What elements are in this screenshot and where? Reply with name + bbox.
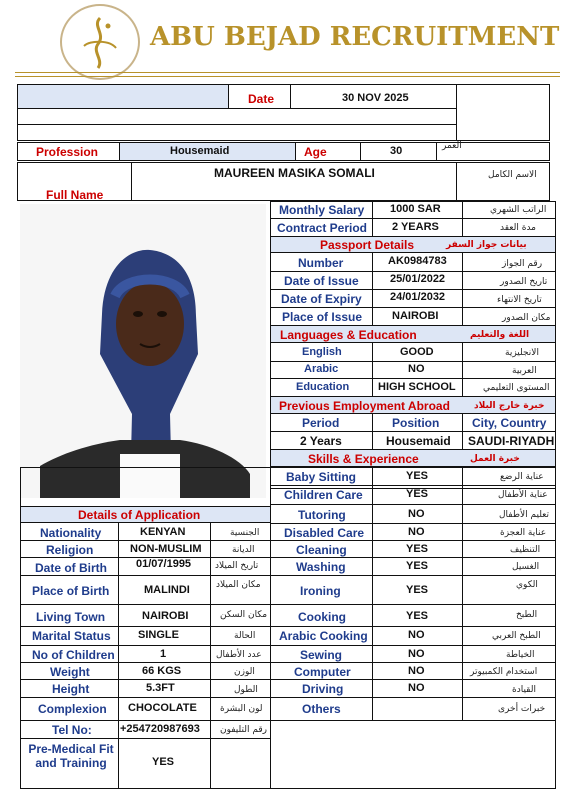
contract-value: 1000 SAR [390, 203, 441, 215]
skill-row-value: NO [408, 665, 425, 677]
language-row-ar: العربية [512, 366, 537, 376]
skills-title: Skills & Experience [308, 452, 419, 466]
skill-row-ar: عناية الرضع [500, 472, 544, 482]
skill-row-ar: القيادة [512, 685, 536, 695]
skill-row-label: Disabled Care [284, 526, 365, 540]
skill-row-value: YES [406, 584, 429, 596]
employment-cell: SAUDI-RIYADH [468, 434, 555, 448]
header-divider [15, 72, 560, 73]
skill-row-label: Driving [302, 682, 344, 696]
employment-title: Previous Employment Abroad [279, 399, 450, 413]
skill-row-label: Baby Sitting [286, 470, 357, 484]
contract-value: 2 YEARS [392, 221, 439, 233]
skills-title-ar: خبرة العمل [470, 454, 520, 464]
application-row-label: Date of Birth [35, 561, 107, 575]
passport-row-label: Place of Issue [282, 310, 363, 324]
application-row-ar: الديانة [232, 545, 255, 555]
passport-row-value: AK0984783 [388, 255, 447, 267]
application-row-value: NAIROBI [142, 610, 189, 622]
application-row-value: MALINDI [144, 584, 190, 596]
contract-ar: الراتب الشهري [490, 205, 547, 215]
skill-row-value: NO [408, 526, 425, 538]
application-row-value: NON-MUSLIM [130, 543, 202, 555]
skill-row-ar: استخدام الكمبيوتر [470, 667, 538, 677]
skill-row-value: YES [406, 470, 429, 482]
passport-row-ar: تاريخ الانتهاء [497, 295, 542, 305]
skill-row-value: NO [408, 508, 425, 520]
employment-header: Position [392, 416, 440, 430]
skill-row-value: NO [408, 648, 425, 660]
skill-row-ar: الغسيل [512, 562, 540, 572]
application-row-ar: الحالة [234, 631, 256, 641]
full-name-value: MAUREEN MASIKA SOMALI [214, 166, 375, 180]
skill-row-ar: الكوي [516, 580, 538, 590]
skill-row-label: Cooking [298, 610, 346, 624]
skill-row-ar: الطبخ العربي [492, 631, 541, 641]
language-row-value: GOOD [400, 346, 434, 358]
passport-title: Passport Details [320, 238, 415, 252]
date-label: Date [248, 92, 275, 106]
skill-row-label: Tutoring [298, 508, 346, 522]
application-row-value: 1 [160, 648, 167, 660]
skill-row-value: NO [408, 629, 425, 641]
application-row-value: 66 KGS [142, 665, 182, 677]
premedical-value: YES [152, 756, 175, 768]
application-row-value: +254720987693 [120, 723, 200, 735]
application-row-label: Weight [50, 665, 90, 679]
application-row-value: 5.3FT [146, 682, 175, 694]
candidate-photo [20, 204, 266, 498]
header-divider-2 [15, 76, 560, 77]
skill-row-label: Sewing [300, 648, 343, 662]
premedical-label: Pre-Medical Fit and Training [28, 742, 114, 770]
skill-row-ar: عناية الأطفال [498, 490, 548, 500]
age-ar: العمر [442, 141, 462, 151]
skill-row-value: YES [406, 560, 429, 572]
application-row-ar: تاريخ الميلاد [215, 561, 259, 571]
language-row-ar: الانجليزية [505, 348, 539, 358]
skill-row-ar: التنظيف [510, 545, 541, 555]
application-row-label: Nationality [40, 526, 102, 540]
skill-row-label: Computer [294, 665, 351, 679]
language-row-label: English [302, 346, 342, 358]
passport-row-ar: مكان الصدور [502, 313, 551, 323]
company-name: ABU BEJAD RECRUITMENT [150, 22, 560, 52]
application-row-label: Complexion [38, 702, 107, 716]
application-row-label: Place of Birth [32, 584, 110, 598]
application-row-label: No of Children [32, 648, 115, 662]
skill-row-ar: عناية العجزة [500, 528, 547, 538]
application-row-ar: لون البشرة [220, 704, 263, 714]
application-row-ar: مكان السكن [220, 610, 268, 620]
language-row-value: NO [408, 363, 425, 375]
contract-label: Contract Period [277, 221, 368, 235]
passport-row-value: NAIROBI [392, 310, 439, 322]
passport-row-ar: رقم الجواز [502, 259, 543, 269]
application-row-label: Marital Status [32, 629, 111, 643]
application-row-value: SINGLE [138, 629, 179, 641]
age-label: Age [304, 145, 327, 159]
language-row-label: Arabic [304, 363, 339, 375]
skill-row-value: NO [408, 682, 425, 694]
skill-row-label: Others [302, 702, 341, 716]
application-row-ar: عدد الأطفال [216, 650, 262, 660]
date-band [18, 85, 228, 109]
language-row-value: HIGH SCHOOL [378, 381, 456, 393]
employment-header: City, Country [472, 416, 547, 430]
age-value: 30 [390, 145, 403, 157]
application-row-ar: الجنسية [230, 528, 260, 538]
passport-row-value: 24/01/2032 [390, 291, 446, 303]
passport-row-value: 25/01/2022 [390, 273, 446, 285]
passport-row-label: Date of Issue [284, 274, 359, 288]
skill-row-label: Cleaning [296, 543, 347, 557]
application-row-ar: الطول [234, 685, 258, 695]
languages-title-ar: اللغة والتعليم [470, 330, 530, 340]
skill-row-ar: الخياطة [506, 650, 535, 660]
company-logo [60, 4, 140, 80]
application-row-label: Religion [46, 543, 94, 557]
skill-row-value: YES [406, 488, 429, 500]
application-row-value: KENYAN [140, 526, 186, 538]
skill-row-ar: خبرات أخرى [498, 704, 546, 714]
skill-row-value: YES [406, 610, 429, 622]
application-row-label: Living Town [36, 610, 106, 624]
employment-cell: Housemaid [386, 434, 451, 448]
passport-row-label: Number [298, 256, 344, 270]
language-row-label: Education [296, 381, 350, 393]
date-value: 30 NOV 2025 [342, 92, 409, 104]
logo-calligraphy-icon [62, 6, 138, 78]
employment-cell: 2 Years [300, 434, 342, 448]
passport-row-ar: تاريخ الصدور [500, 277, 548, 287]
profession-value: Housemaid [170, 145, 230, 157]
profession-label: Profession [36, 145, 99, 159]
application-title: Details of Application [78, 508, 201, 522]
application-row-value: CHOCOLATE [128, 702, 197, 714]
passport-row-label: Date of Expiry [281, 292, 362, 306]
application-row-label: Height [52, 682, 90, 696]
skill-row-ar: تعليم الأطفال [499, 510, 550, 520]
application-row-value: 01/07/1995 [136, 558, 192, 570]
full-name-label: Full Name [46, 188, 104, 202]
contract-label: Monthly Salary [279, 203, 365, 217]
contract-ar: مدة العقد [500, 223, 536, 233]
skill-row-ar: الطبخ [516, 610, 538, 620]
skill-row-label: Washing [296, 560, 346, 574]
skill-row-label: Children Care [284, 488, 363, 502]
application-row-ar: الوزن [234, 667, 255, 677]
skill-row-label: Arabic Cooking [279, 629, 368, 643]
skill-row-value: YES [406, 543, 429, 555]
language-row-ar: المستوى التعليمي [483, 383, 550, 393]
employment-header: Period [302, 416, 340, 430]
application-row-label: Tel No: [52, 723, 92, 737]
full-name-ar: الاسم الكامل [488, 170, 537, 180]
employment-title-ar: خبرة خارج البلاد [474, 401, 545, 411]
passport-title-ar: بيانات جواز السفر [446, 240, 527, 250]
application-row-ar: مكان الميلاد [216, 580, 261, 590]
application-row-ar: رقم التليفون [220, 725, 267, 735]
languages-title: Languages & Education [280, 328, 417, 342]
skill-row-label: Ironing [300, 584, 341, 598]
